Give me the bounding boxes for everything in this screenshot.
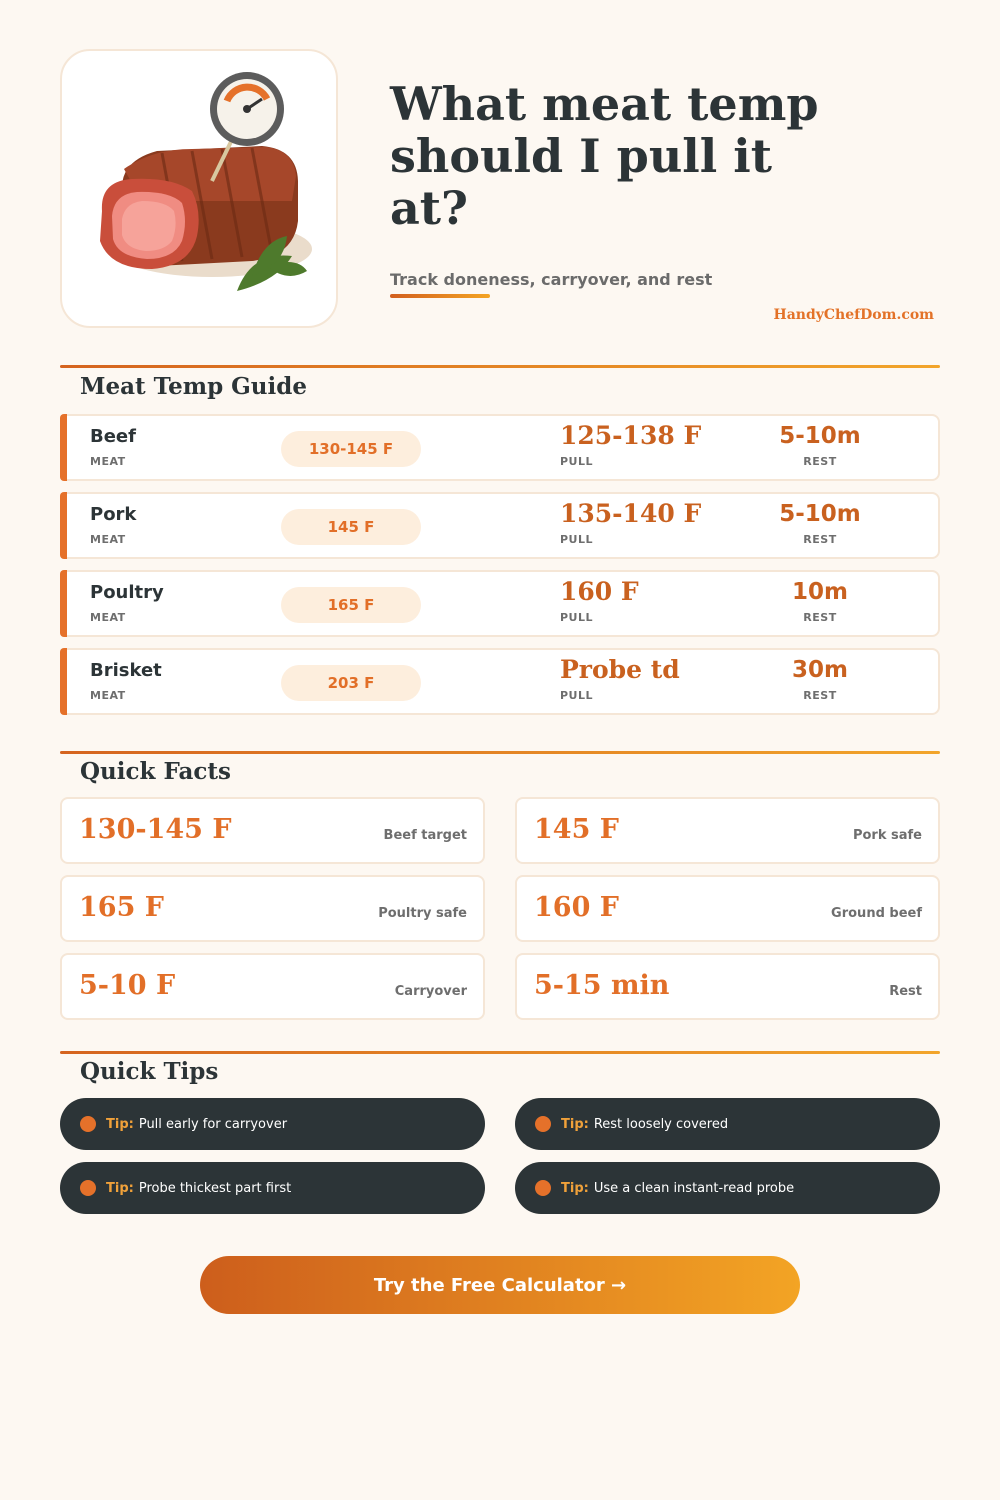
fact-value: 160 F: [534, 892, 619, 923]
tip-item: [515, 1098, 940, 1150]
rest-label: REST: [803, 611, 837, 624]
bullet-dot-icon: [80, 1180, 96, 1196]
tip-prefix: Tip:: [561, 1180, 589, 1196]
facts-title: Quick Facts: [80, 758, 231, 785]
tip-prefix: Tip:: [106, 1116, 134, 1132]
bullet-dot-icon: [80, 1116, 96, 1132]
tip-item: [60, 1098, 485, 1150]
rest-time: 5-10m: [779, 501, 861, 527]
guide-row-poultry: [60, 570, 940, 637]
rest-label: REST: [803, 689, 837, 702]
meat-temp-guide: [60, 414, 940, 726]
fact-value: 5-10 F: [79, 970, 176, 1001]
meat-label: MEAT: [90, 611, 126, 624]
target-temp-pill: 165 F: [281, 587, 421, 623]
hero-image: [60, 49, 338, 328]
guide-row-pork: [60, 492, 940, 559]
target-temp-pill: 145 F: [281, 509, 421, 545]
fact-card: [60, 875, 485, 942]
meat-label: MEAT: [90, 533, 126, 546]
guide-title: Meat Temp Guide: [80, 373, 307, 400]
subtitle: Track doneness, carryover, and rest: [390, 270, 713, 289]
pull-label: PULL: [560, 611, 594, 624]
tip-text: Probe thickest part first: [138, 1180, 292, 1196]
fact-value: 5-15 min: [534, 970, 670, 1001]
fact-value: 130-145 F: [79, 814, 232, 845]
roast-with-thermometer-icon: [62, 51, 336, 326]
pull-label: PULL: [560, 689, 594, 702]
site-link[interactable]: HandyChefDom.com: [773, 307, 934, 323]
fact-label: Pork safe: [852, 828, 922, 843]
fact-value: 145 F: [534, 814, 619, 845]
meat-name: Beef: [90, 426, 136, 447]
tip-text: Pull early for carryover: [138, 1116, 288, 1132]
tip-text: Rest loosely covered: [593, 1116, 729, 1132]
pull-temp: Probe td: [560, 655, 680, 684]
rest-time: 30m: [792, 657, 848, 683]
meat-name: Poultry: [90, 582, 164, 603]
meat-name: Pork: [90, 504, 137, 525]
pull-label: PULL: [560, 533, 594, 546]
meat-label: MEAT: [90, 455, 126, 468]
rest-label: REST: [803, 533, 837, 546]
section-divider: [60, 751, 940, 754]
section-divider: [60, 365, 940, 368]
fact-card: [60, 797, 485, 864]
target-temp-pill: 203 F: [281, 665, 421, 701]
bullet-dot-icon: [535, 1116, 551, 1132]
quick-tips: [60, 1098, 940, 1214]
fact-label: Poultry safe: [378, 906, 467, 921]
quick-facts: [60, 797, 940, 1020]
fact-label: Ground beef: [831, 906, 922, 921]
section-divider: [60, 1051, 940, 1054]
tips-title: Quick Tips: [80, 1058, 219, 1085]
subtitle-underline: [390, 294, 490, 298]
tip-text: Use a clean instant-read probe: [593, 1180, 795, 1196]
free-calculator-button[interactable]: Try the Free Calculator →: [200, 1256, 800, 1314]
fact-label: Beef target: [383, 828, 467, 843]
tip-item: [60, 1162, 485, 1214]
tip-prefix: Tip:: [106, 1180, 134, 1196]
meat-name: Brisket: [90, 660, 162, 681]
target-temp-pill: 130-145 F: [281, 431, 421, 467]
guide-row-brisket: [60, 648, 940, 715]
fact-card: [515, 875, 940, 942]
pull-temp: 125-138 F: [560, 421, 702, 450]
page-title: What meat temp should I pull it at?: [390, 77, 819, 235]
pull-temp: 160 F: [560, 577, 639, 606]
rest-time: 10m: [792, 579, 848, 605]
fact-card: [515, 953, 940, 1020]
rest-time: 5-10m: [779, 423, 861, 449]
rest-label: REST: [803, 455, 837, 468]
fact-card: [515, 797, 940, 864]
guide-row-beef: [60, 414, 940, 481]
bullet-dot-icon: [535, 1180, 551, 1196]
tip-item: [515, 1162, 940, 1214]
fact-label: Rest: [889, 984, 922, 999]
fact-card: [60, 953, 485, 1020]
pull-temp: 135-140 F: [560, 499, 702, 528]
fact-label: Carryover: [394, 984, 467, 999]
fact-value: 165 F: [79, 892, 164, 923]
tip-prefix: Tip:: [561, 1116, 589, 1132]
meat-label: MEAT: [90, 689, 126, 702]
pull-label: PULL: [560, 455, 594, 468]
